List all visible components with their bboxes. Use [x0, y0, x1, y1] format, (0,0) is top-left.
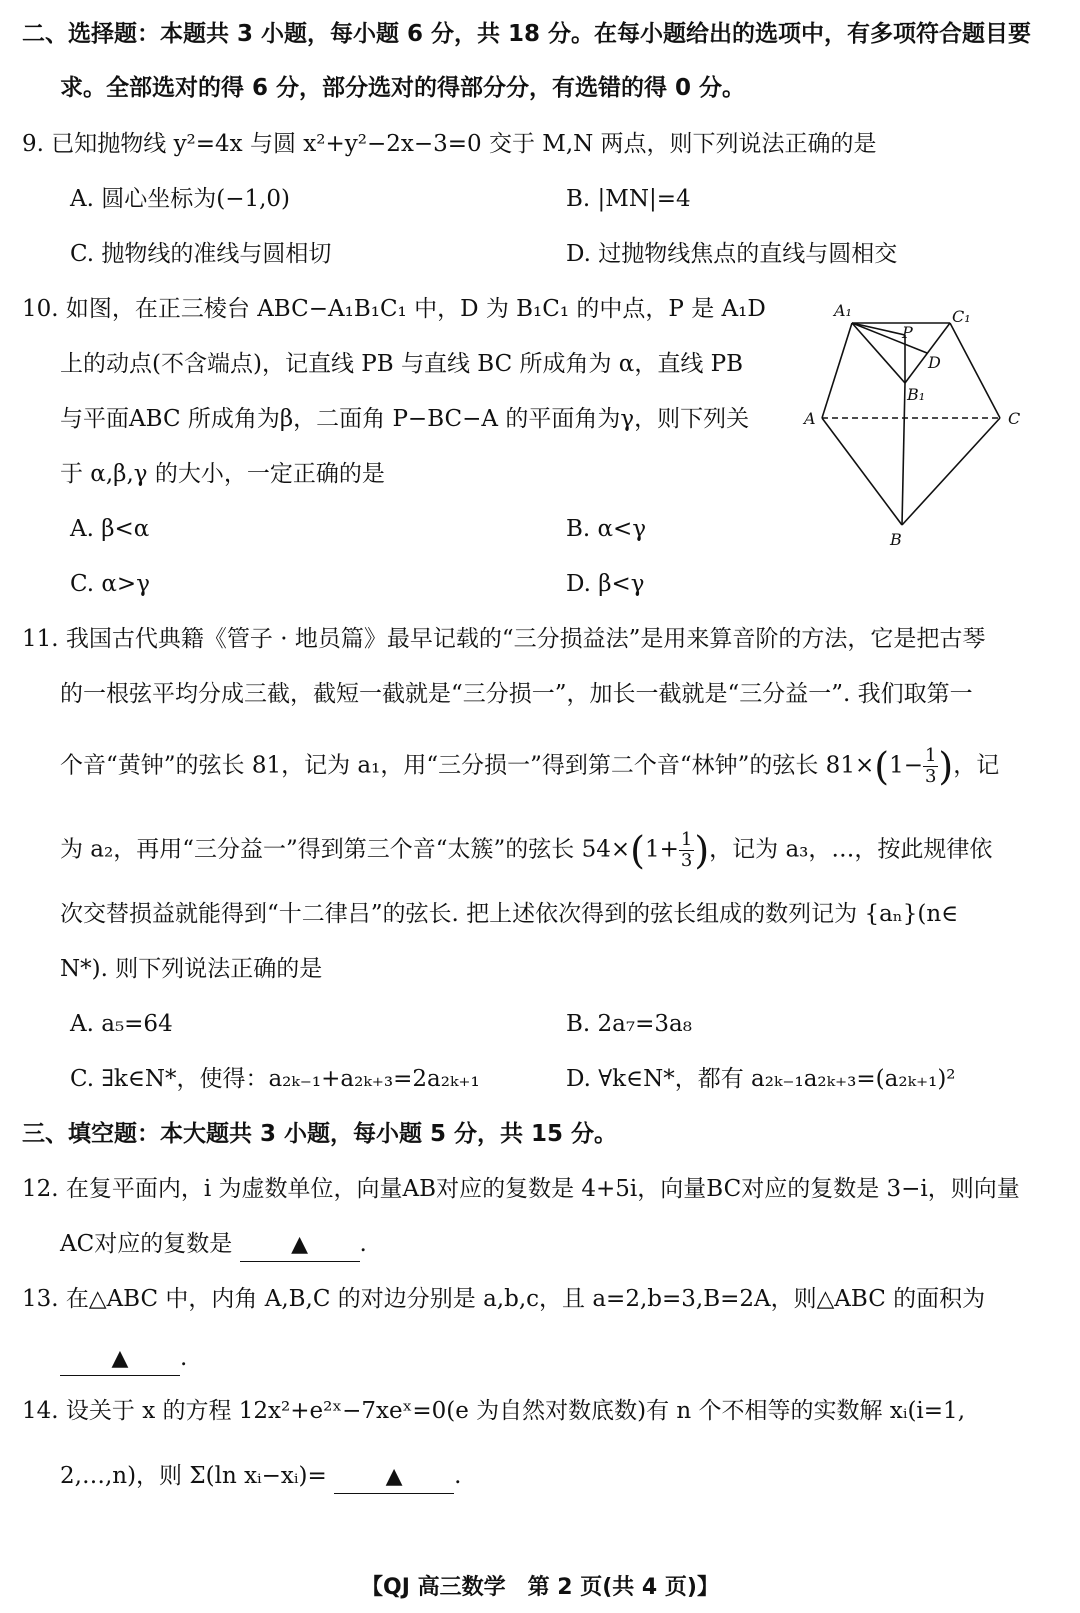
- section2-line2: 求。全部选对的得 6 分，部分选对的得部分分，有选错的得 0 分。: [60, 75, 746, 101]
- q11-line2: 的一根弦平均分成三截，截短一截就是“三分损一”，加长一截就是“三分益一”. 我们取第一: [60, 681, 973, 707]
- q10-option-d: D. β<γ: [566, 571, 645, 597]
- answer-blank-13[interactable]: ▲: [60, 1342, 180, 1376]
- q11-line4: 为 a₂，再用“三分益一”得到第三个音“太簇”的弦长 54×(1+ $\frac{1}{3}$ )，记为 a₃，…，按此规律依: [60, 828, 993, 873]
- q10-line3: 与平面ABC 所成角为β，二面角 P−BC−A 的平面角为γ，则下列关: [60, 406, 750, 432]
- q12-line2: AC对应的复数是 ▲ .: [60, 1228, 1080, 1262]
- q9-option-a: A. 圆心坐标为(−1,0): [70, 186, 291, 212]
- q14-line1: 14. 设关于 x 的方程 12x²+e²ˣ−7xeˣ=0(e 为自然对数底数)有 n 个不相等的实数解 xᵢ(i=1,: [22, 1398, 965, 1424]
- q11-line6: N*). 则下列说法正确的是: [60, 956, 323, 982]
- section3-title: 三、填空题：本大题共 3 小题，每小题 5 分，共 15 分。: [22, 1121, 618, 1147]
- answer-blank-12[interactable]: ▲: [240, 1228, 360, 1262]
- q10-line2: 上的动点(不含端点)，记直线 PB 与直线 BC 所成角为 α，直线 PB: [60, 351, 744, 377]
- frustum-figure: [804, 300, 1040, 555]
- label-b: B: [890, 530, 902, 549]
- label-c: C: [1008, 409, 1021, 428]
- q14-line2: 2,…,n)，则 Σ(ln xᵢ−xᵢ)= ▲ .: [60, 1460, 1080, 1494]
- q13-line1: 13. 在△ABC 中，内角 A,B,C 的对边分别是 a,b,c，且 a=2,b=3,B=2A，则△ABC 的面积为: [22, 1286, 986, 1312]
- label-a1: A₁: [834, 301, 852, 320]
- page-footer: 【QJ 高三数学 第 2 页(共 4 页)】: [361, 1575, 719, 1600]
- q11-option-b: B. 2a₇=3a₈: [566, 1011, 692, 1037]
- q9-option-b: B. |MN|=4: [566, 186, 691, 212]
- label-d: D: [928, 353, 941, 372]
- section2-line1: 二、选择题：本题共 3 小题，每小题 6 分，共 18 分。在每小题给出的选项中，有多项符合题目要: [22, 21, 1032, 47]
- q9-option-d: D. 过抛物线焦点的直线与圆相交: [566, 241, 898, 267]
- q12-line1: 12. 在复平面内，i 为虚数单位，向量AB对应的复数是 4+5i，向量BC对应的复数是 3−i，则向量: [22, 1176, 1020, 1202]
- fraction-one-third: $\frac{1}{3}$: [924, 745, 937, 787]
- label-b1: B₁: [907, 385, 926, 404]
- answer-blank-14[interactable]: ▲: [334, 1460, 454, 1494]
- q11-line5: 次交替损益就能得到“十二律吕”的弦长. 把上述依次得到的弦长组成的数列记为 {aₙ}(n∈: [60, 901, 959, 927]
- label-a: A: [804, 409, 816, 428]
- q9-stem: 9. 已知抛物线 y²=4x 与圆 x²+y²−2x−3=0 交于 M,N 两点，则下列说法正确的是: [22, 131, 877, 157]
- q9-option-c: C. 抛物线的准线与圆相切: [70, 241, 332, 267]
- fraction-one-third-2: $\frac{1}{3}$: [680, 829, 693, 871]
- q10-option-c: C. α>γ: [70, 571, 150, 597]
- q13-line2: ▲ .: [60, 1342, 1080, 1376]
- q11-option-c: C. ∃k∈N*，使得：a₂ₖ₋₁+a₂ₖ₊₃=2a₂ₖ₊₁: [70, 1066, 480, 1092]
- q10-option-b: B. α<γ: [566, 516, 647, 542]
- q11-line1: 11. 我国古代典籍《管子 · 地员篇》最早记载的“三分损益法”是用来算音阶的方法，它是把古琴: [22, 626, 986, 652]
- q11-line3: 个音“黄钟”的弦长 81，记为 a₁，用“三分损一”得到第二个音“林钟”的弦长 81×(1− $\frac{1}{3}$ )，记: [60, 744, 1000, 789]
- q10-line4: 于 α,β,γ 的大小，一定正确的是: [60, 461, 385, 487]
- q11-option-a: A. a₅=64: [70, 1011, 173, 1037]
- q10-option-a: A. β<α: [70, 516, 150, 542]
- q11-option-d: D. ∀k∈N*，都有 a₂ₖ₋₁a₂ₖ₊₃=(a₂ₖ₊₁)²: [566, 1066, 956, 1092]
- q10-line1: 10. 如图，在正三棱台 ABC−A₁B₁C₁ 中，D 为 B₁C₁ 的中点，P 是 A₁D: [22, 296, 766, 322]
- label-p: P: [902, 323, 913, 342]
- label-c1: C₁: [952, 307, 971, 326]
